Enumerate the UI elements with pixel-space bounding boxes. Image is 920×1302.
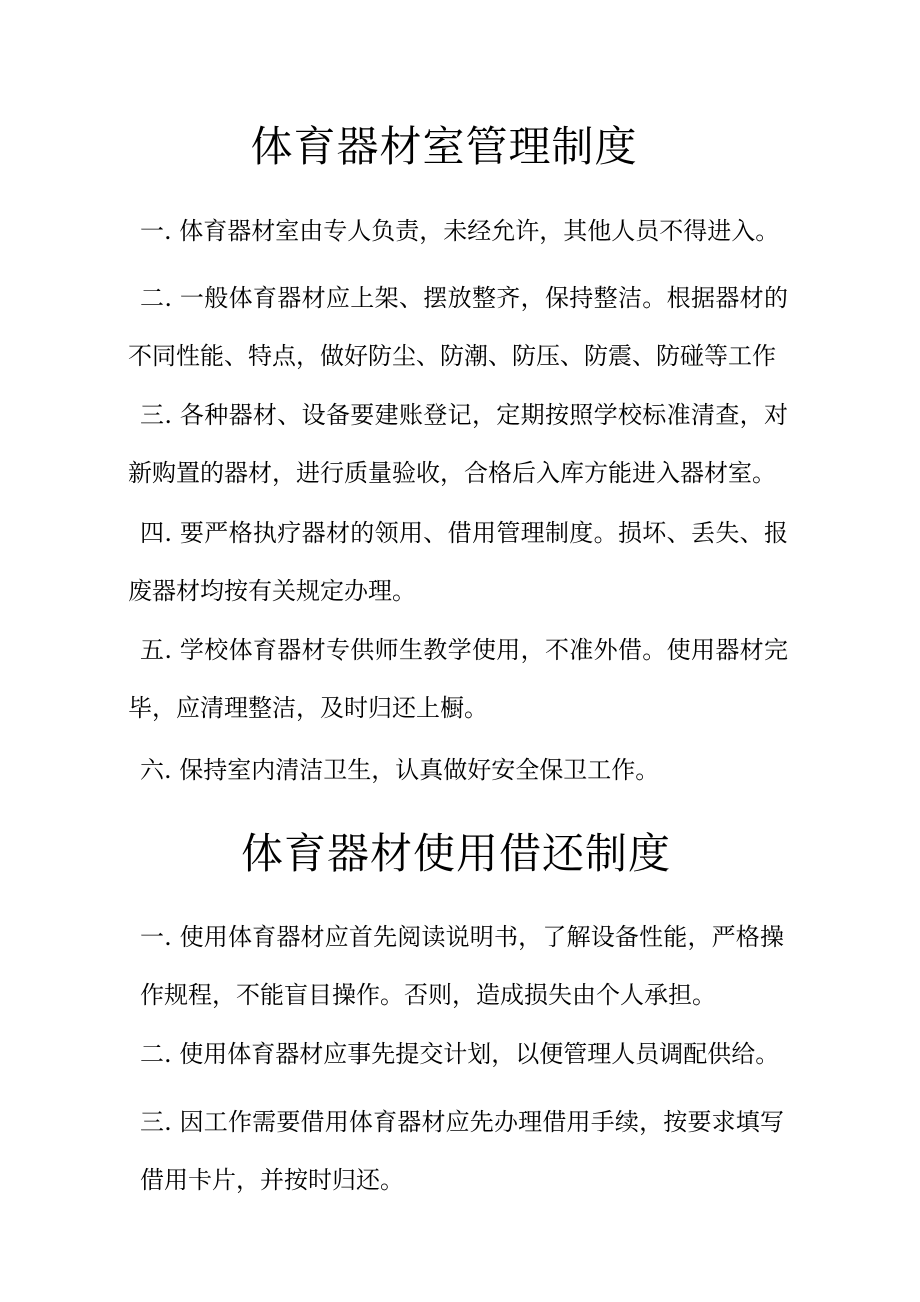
section-1-item-4-text: 四. 要严格执疗器材的领用、借用管理制度。损坏、丢失、报废器材均按有关规定办理。: [128, 519, 788, 605]
section-2-item-1: [140, 908, 784, 1024]
section-1-item-1-text: 一. 体育器材室由专人负责，未经允许，其他人员不得进入。: [140, 217, 780, 245]
section-1-item-2: [128, 269, 788, 385]
section-1-item-6: [128, 741, 788, 799]
section-1-title: 体育器材室管理制度: [250, 122, 638, 171]
section-2-item-3-text: 三. 因工作需要借用体育器材应先办理借用手续，按要求填写借用卡片，并按时归还。: [140, 1108, 784, 1194]
section-1-item-2-text: 二. 一般体育器材应上架、摆放整齐，保持整洁。根据器材的不同性能、特点，做好防尘、防潮、防压、防震、防碰等工作: [128, 284, 788, 370]
section-1-item-1: [128, 202, 788, 260]
section-1-item-5: [128, 621, 788, 737]
section-2-item-1-text: 一. 使用体育器材应首先阅读说明书，了解设备性能，严格操作规程，不能盲目操作。否则，造成损失由个人承担。: [140, 923, 784, 1009]
section-2-item-2-text: 二. 使用体育器材应事先提交计划，以便管理人员调配供给。: [140, 1040, 780, 1068]
section-1-item-6-text: 六. 保持室内清洁卫生，认真做好安全保卫工作。: [140, 756, 660, 784]
section-1-item-3-text: 三. 各种器材、设备要建账登记，定期按照学校标准清查，对新购置的器材，进行质量验收，合格后入库方能进入器材室。: [128, 401, 788, 487]
section-2-title: 体育器材使用借还制度: [240, 829, 671, 878]
section-2-item-3: [140, 1093, 784, 1209]
section-1-item-5-text: 五. 学校体育器材专供师生教学使用，不准外借。使用器材完毕，应清理整洁，及时归还上橱。: [128, 636, 788, 722]
section-1-item-3: [128, 386, 788, 502]
section-1-item-4: [128, 504, 788, 620]
section-2-item-2: [140, 1025, 800, 1083]
